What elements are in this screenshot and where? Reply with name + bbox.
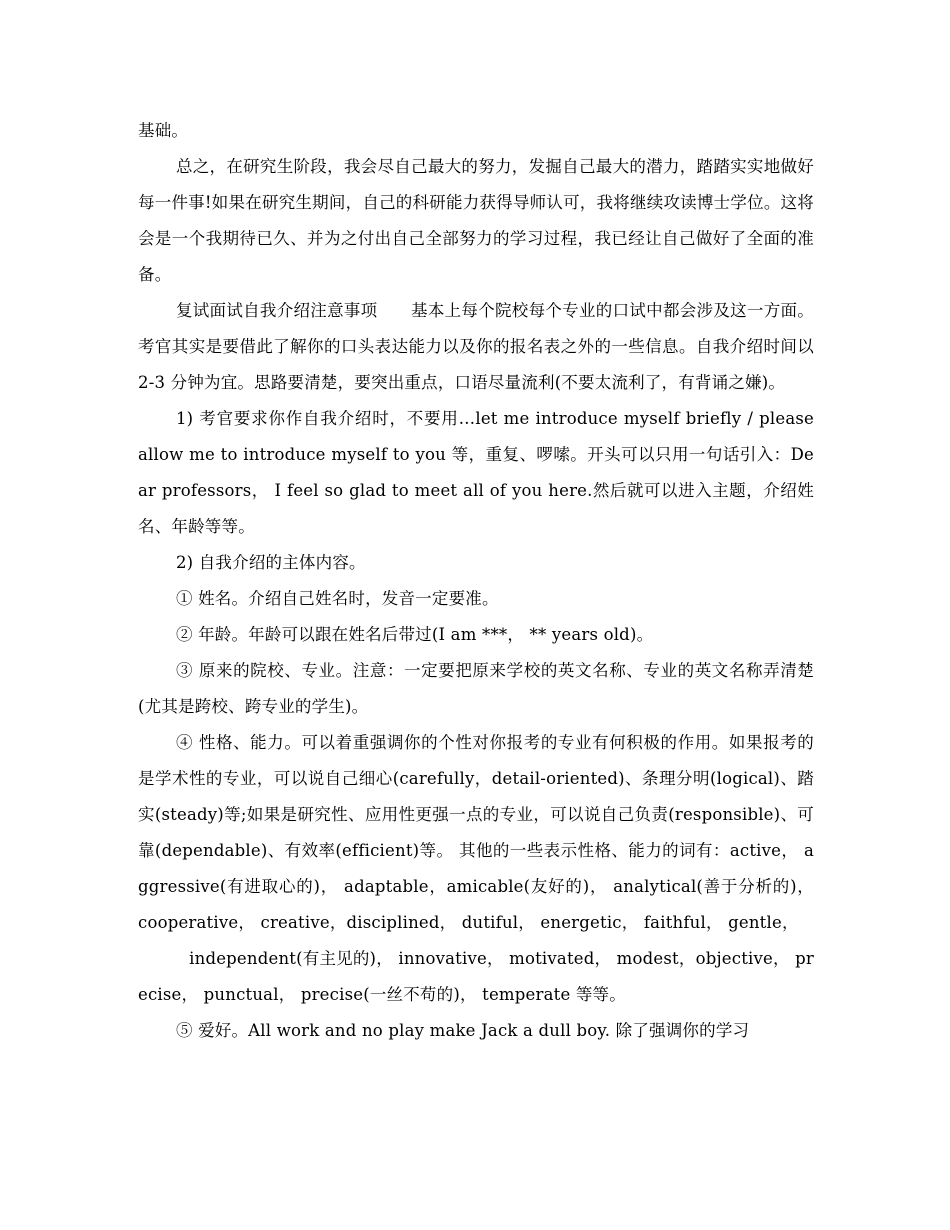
paragraph-item-name: ① 姓名。介绍自己姓名时，发音一定要准。 — [175, 589, 499, 608]
paragraph-point-2: 2) 自我介绍的主体内容。 — [175, 553, 366, 572]
paragraph-point-1: 1) 考官要求你作自我介绍时，不要用…let me introduce myself briefly / please allow me to introduce myself to you 等，重复、啰嗦。开头可以只用一句话引入：Dear professors， I feel so glad to meet all of you here.然后就可以进入主题，介绍姓名、年龄等等。 — [138, 409, 814, 536]
document-body — [138, 113, 814, 1049]
paragraph-item-age: ② 年龄。年龄可以跟在姓名后带过(I am ***， ** years old)。 — [175, 625, 654, 644]
paragraph-conclusion: 总之，在研究生阶段，我会尽自己最大的努力，发掘自己最大的潜力，踏踏实实地做好每一件事!如果在研究生期间，自己的科研能力获得导师认可，我将继续攻读博士学位。这将会是一个我期待已久、并为之付出自己全部努力的学习过程，我已经让自己做好了全面的准备。 — [138, 157, 814, 284]
paragraph-item-personality-continued: independent(有主见的)， innovative， motivated， modest，objective， precise， punctual， precise(一丝不苟的)， temperate 等等。 — [138, 949, 814, 1004]
paragraph-item-hobbies: ⑤ 爱好。All work and no play make Jack a dull boy. 除了强调你的学习 — [175, 1021, 750, 1040]
paragraph-item-school: ③ 原来的院校、专业。注意：一定要把原来学校的英文名称、专业的英文名称弄清楚(尤其是跨校、跨专业的学生)。 — [138, 661, 814, 716]
paragraph-foundation: 基础。 — [138, 121, 189, 140]
paragraph-interview-notes: 复试面试自我介绍注意事项 基本上每个院校每个专业的口试中都会涉及这一方面。考官其实是要借此了解你的口头表达能力以及你的报名表之外的一些信息。自我介绍时间以 2-3 分钟为宜。思路要清楚，要突出重点，口语尽量流利(不要太流利了，有背诵之嫌)。 — [138, 301, 814, 392]
paragraph-item-personality: ④ 性格、能力。可以着重强调你的个性对你报考的专业有何积极的作用。如果报考的是学术性的专业，可以说自己细心(carefully，detail-oriented)、条理分明(logical)、踏实(steady)等;如果是研究性、应用性更强一点的专业，可以说自己负责(responsible)、可靠(dependable)、有效率(efficient)等。 其他的一些表示性格、能力的词有：active， aggressive(有进取心的)， adaptable，amicable(友好的)， analytical(善于分析的)， cooperative， creative，disciplined， dutiful， energetic， faithful， gentle， — [138, 733, 814, 932]
